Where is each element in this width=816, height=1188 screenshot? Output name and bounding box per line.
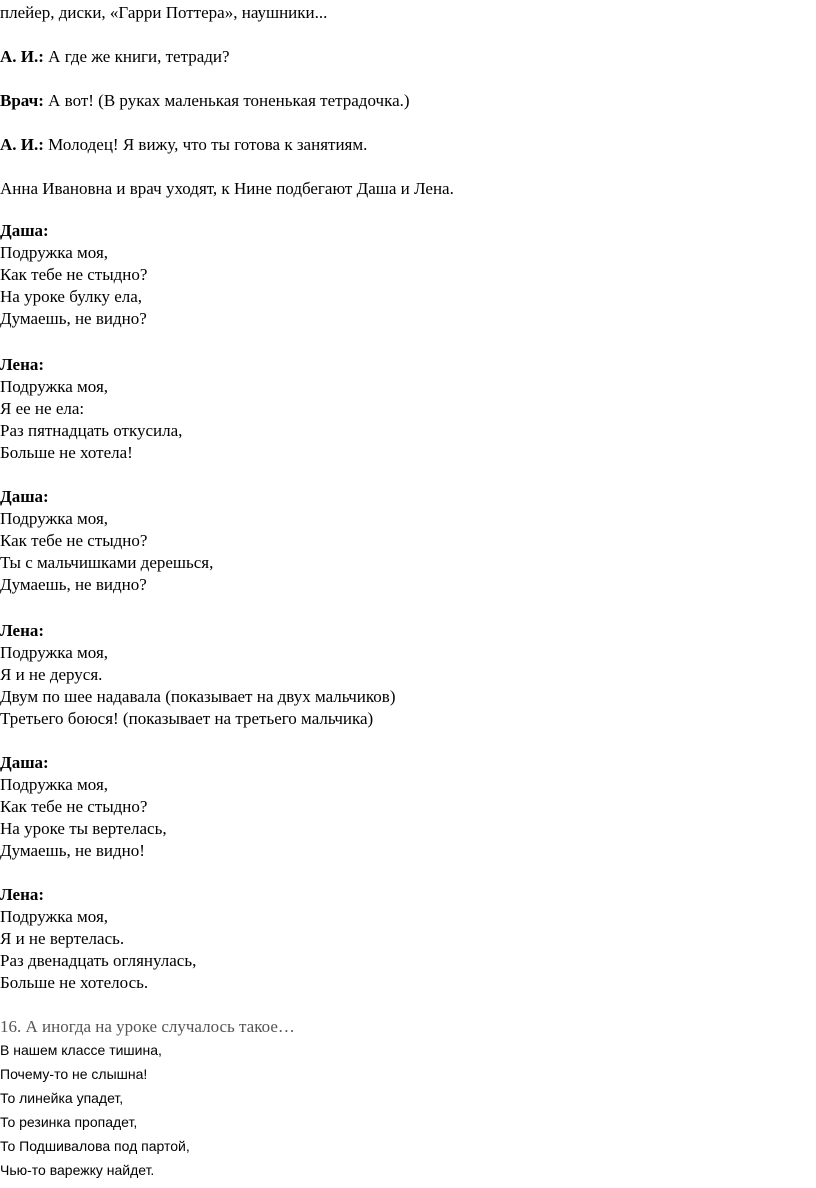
verse-line: Раз пятнадцать откусила, [0,421,183,440]
verse-line: Я ее не ела: [0,399,85,418]
verse-line: На уроке ты вертелась, [0,819,167,838]
speaker-label: Врач: [0,91,44,110]
verse-line: Подружка моя, [0,243,109,262]
poem-line: В нашем классе тишина, [0,1042,162,1058]
verse-speaker: Даша: [0,221,49,240]
verse-line: Третьего боюся! (показывает на третьего мальчика) [0,709,374,728]
verse-speaker: Даша: [0,487,49,506]
dialogue-line [0,90,410,112]
poem-line: Почему-то не слышна! [0,1066,148,1082]
verse-speaker: Лена: [0,885,45,904]
dialogue-line [0,46,230,68]
verse-line: Подружка моя, [0,775,109,794]
dialogue-text: А вот! (В руках маленькая тоненькая тетрадочка.) [43,91,410,110]
speaker-label: А. И.: [0,47,44,66]
verse-line: Раз двенадцать оглянулась, [0,951,197,970]
verse-line: Как тебе не стыдно? [0,797,148,816]
verse-line: Думаешь, не видно? [0,309,147,328]
verse-line: На уроке булку ела, [0,287,143,306]
verse-line: Как тебе не стыдно? [0,531,148,550]
poem-line: То Подшивалова под партой, [0,1138,190,1154]
top-line: плейер, диски, «Гарри Поттера», наушники... [0,3,328,22]
speaker-label: А. И.: [0,135,44,154]
section-heading: 16. А иногда на уроке случалось такое… [0,1017,295,1036]
verse-line: Ты с мальчишками дерешься, [0,553,214,572]
verse-line: Больше не хотела! [0,443,133,462]
verse-line: Я и не деруся. [0,665,103,684]
poem-line: То резинка пропадет, [0,1114,138,1130]
verse-speaker: Даша: [0,753,49,772]
verse-line: Подружка моя, [0,907,109,926]
verse-line: Подружка моя, [0,377,109,396]
dialogue-text: А где же книги, тетради? [43,47,230,66]
poem-line: Чью-то варежку найдет. [0,1162,155,1178]
verse-line: Думаешь, не видно! [0,841,145,860]
verse-line: Думаешь, не видно? [0,575,147,594]
verse-speaker: Лена: [0,355,45,374]
poem-line: То линейка упадет, [0,1090,124,1106]
verse-line: Как тебе не стыдно? [0,265,148,284]
verse-line: Двум по шее надавала (показывает на двух мальчиков) [0,687,396,706]
verse-speaker: Лена: [0,621,45,640]
verse-line: Подружка моя, [0,509,109,528]
dialogue-text: Молодец! Я вижу, что ты готова к занятиям. [43,135,368,154]
stage-direction: Анна Ивановна и врач уходят, к Нине подбегают Даша и Лена. [0,179,454,198]
dialogue-line [0,134,367,156]
verse-line: Я и не вертелась. [0,929,125,948]
verse-line: Подружка моя, [0,643,109,662]
verse-line: Больше не хотелось. [0,973,149,992]
